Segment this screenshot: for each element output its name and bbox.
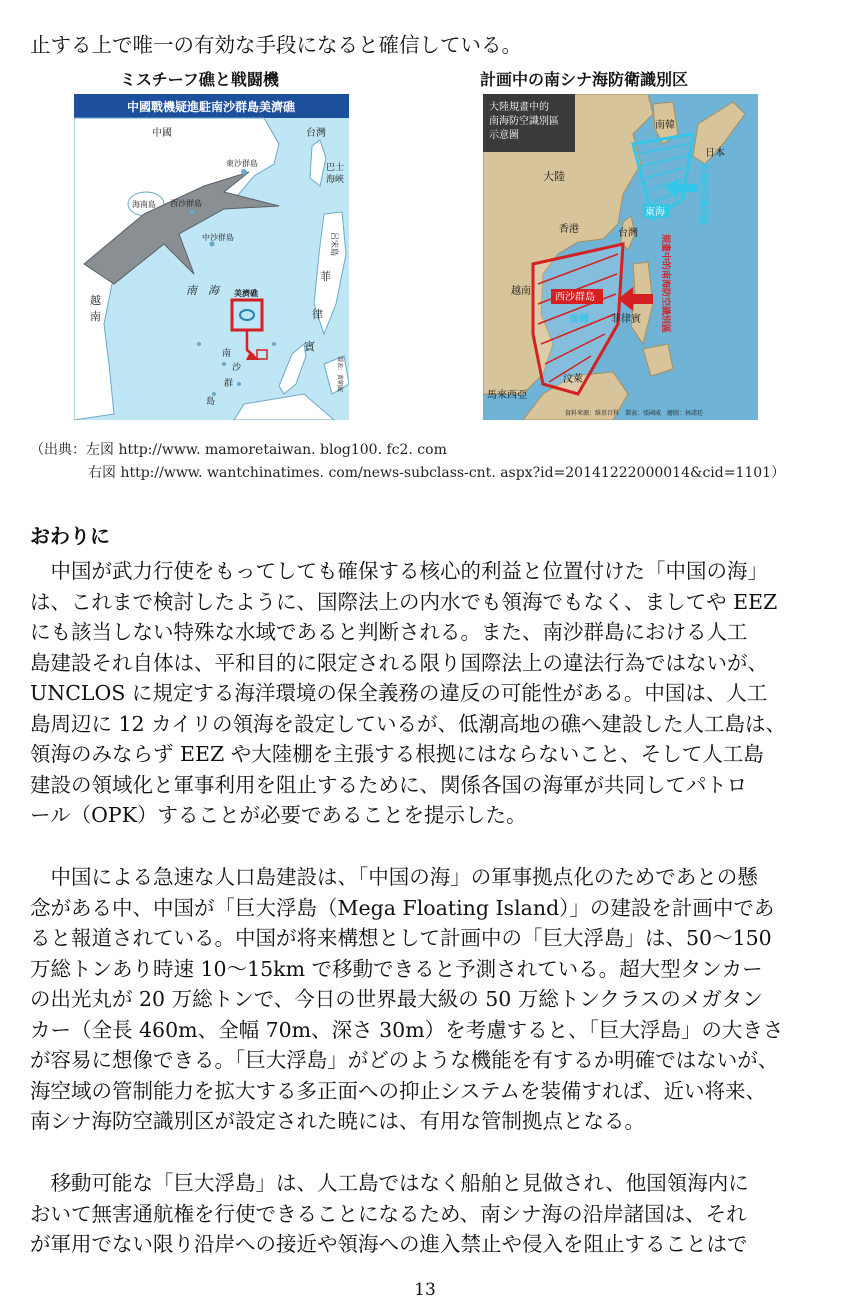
top-line: 止する上で唯一の有効な手段になると確信している。 bbox=[30, 33, 522, 57]
label-phil-1: 菲 bbox=[320, 270, 331, 283]
label-luzon: 呂宋島 bbox=[330, 232, 339, 256]
label-map-source: 資料來源：維基百科 製表：張國威 繪圖：林諾廷 bbox=[565, 410, 704, 417]
label-vietnam: 越南 bbox=[511, 286, 531, 297]
label-credit: 製表：黃朝鋐 bbox=[336, 356, 343, 393]
figure-source-left: （出典：左図 http://www. mamoretaiwan. blog100. fc2. com bbox=[30, 442, 447, 458]
label-brunei: 汶萊 bbox=[563, 374, 583, 385]
paragraph-line: は、これまで検討したように、国際法上の内水でも領海でもなく、ましてや EEZ bbox=[30, 589, 778, 614]
paragraph-line: にも該当しない特殊な水域であると判断される。また、南沙群島における人工 bbox=[30, 620, 748, 644]
label-nansha-1: 南 bbox=[222, 349, 232, 359]
paragraph-1 bbox=[30, 556, 825, 831]
label-south-korea: 南韓 bbox=[655, 120, 675, 131]
map-title-1: 大陸規畫中的 bbox=[489, 102, 549, 113]
paragraph-3 bbox=[30, 1168, 825, 1260]
label-meiji: 美濟礁 bbox=[234, 289, 258, 298]
label-nansha-3: 群 bbox=[224, 379, 234, 389]
paragraph-line: 中国が武力行使をもってしても確保する核心的利益と位置付けた「中国の海」 bbox=[30, 559, 768, 583]
figure-source-right: 右図 http://www. wantchinatimes. com/news-subclass-cnt. aspx?id=20141222000014&cid=1101） bbox=[88, 465, 786, 481]
mischief-reef-map bbox=[74, 94, 349, 420]
label-malaysia: 馬來西亞 bbox=[487, 390, 527, 401]
label-bashi-2: 海峽 bbox=[326, 175, 345, 185]
paragraph-2 bbox=[30, 862, 825, 1137]
label-hongkong: 香港 bbox=[559, 224, 579, 235]
label-nansha-4: 島 bbox=[206, 397, 216, 407]
map-title-2: 南海防空識別區 bbox=[489, 116, 559, 127]
paragraph-line: が容易に想像できる。「巨大浮島」がどのような機能を有するか明確ではないが、 bbox=[30, 1048, 779, 1072]
label-hainan: 海南島 bbox=[132, 200, 156, 209]
label-zhongsha: 中沙群島 bbox=[202, 233, 234, 242]
label-dongsha: 東沙群島 bbox=[226, 159, 258, 168]
label-xisha: 西沙群島 bbox=[170, 199, 202, 208]
label-phil-3: 賓 bbox=[304, 340, 315, 353]
label-nansha-2: 沙 bbox=[232, 363, 242, 373]
label-xisha: 西沙群島 bbox=[555, 292, 595, 303]
paragraph-line: 建設の領域化と軍事利用を阻止するために、関係各国の海軍が共同してパトロ bbox=[30, 772, 748, 797]
label-bashi: 巴士 bbox=[326, 163, 345, 173]
paragraph-line: おいて無害通航権を行使できることになるため、南シナ海の沿岸諸国は、それ bbox=[30, 1201, 747, 1226]
label-east-adiz: 東海防空識別區 bbox=[698, 162, 708, 226]
paragraph-line: 島周辺に 12 カイリの領海を設定しているが、低潮高地の礁へ建設した人工島は、 bbox=[30, 711, 787, 736]
map-title-3: 示意圖 bbox=[489, 130, 519, 141]
label-mainland: 大陸 bbox=[543, 170, 565, 183]
figure-right-caption: 計画中の南シナ海防衛識別区 bbox=[480, 70, 689, 89]
paragraph-line: ール（OPK）することが必要であることを提示した。 bbox=[30, 803, 527, 827]
paragraph-line: 万総トンあり時速 10〜15km で移動できると予測されている。超大型タンカー bbox=[30, 956, 763, 981]
paragraph-line: ると報道されている。中国が将来構想として計画中の「巨大浮島」は、50〜150 bbox=[30, 926, 772, 950]
label-south-sea: 南海 bbox=[569, 314, 589, 325]
label-china: 中國 bbox=[152, 128, 172, 139]
label-planned-adiz: 規畫中的南海防空識別區 bbox=[660, 234, 670, 334]
label-east-sea: 東海 bbox=[645, 207, 665, 218]
label-nanhai: 南 海 bbox=[186, 284, 219, 297]
figure-left-caption: ミスチーフ礁と戦闘機 bbox=[120, 70, 279, 89]
paragraph-line: の出光丸が 20 万総トンで、今日の世界最大級の 50 万総トンクラスのメガタン bbox=[30, 987, 763, 1011]
paragraph-line: UNCLOS に規定する海洋環境の保全義務の違反の可能性がある。中国は、人工 bbox=[30, 681, 768, 705]
paragraph-line: 中国による急速な人口島建設は、「中国の海」の軍事拠点化のためであとの懸 bbox=[30, 865, 758, 889]
label-taiwan: 台灣 bbox=[306, 128, 326, 139]
map-banner-text: 中國戰機疑進駐南沙群島美濟礁 bbox=[126, 100, 296, 114]
section-heading: おわりに bbox=[30, 524, 110, 548]
paragraph-line: が軍用でない限り沿岸への接近や領海への進入禁止や侵入を阻止することはで bbox=[30, 1232, 748, 1256]
label-philippines: 菲律賓 bbox=[611, 314, 641, 325]
paragraph-line: 移動可能な「巨大浮島」は、人工島ではなく船舶と見做され、他国領海内に bbox=[30, 1171, 749, 1195]
label-vietnam-2: 南 bbox=[90, 310, 101, 323]
paragraph-line: カー（全長 460m、全幅 70m、深さ 30m）を考慮すると、「巨大浮島」の大きさ bbox=[30, 1017, 784, 1042]
label-japan: 日本 bbox=[705, 148, 725, 159]
page-number: 13 bbox=[414, 1280, 436, 1300]
label-phil-2: 律 bbox=[312, 308, 323, 321]
label-vietnam: 越 bbox=[90, 294, 101, 307]
paragraph-line: 南シナ海防空識別区が設定された暁には、有用な管制拠点となる。 bbox=[30, 1109, 645, 1133]
south-china-sea-adiz-map bbox=[483, 94, 758, 420]
paragraph-line: 海空域の管制能力を拡大する多正面への抑止システムを装備すれば、近い将来、 bbox=[30, 1078, 766, 1103]
paragraph-line: 領海のみならず EEZ や大陸棚を主張する根拠にはならないこと、そして人工島 bbox=[30, 742, 764, 766]
label-taiwan: 台灣 bbox=[618, 228, 638, 239]
paragraph-line: 念がある中、中国が「巨大浮島（Mega Floating Island）」の建設を計画中であ bbox=[30, 895, 775, 920]
paragraph-line: 島建設それ自体は、平和目的に限定される限り国際法上の違法行為ではないが、 bbox=[30, 650, 768, 675]
